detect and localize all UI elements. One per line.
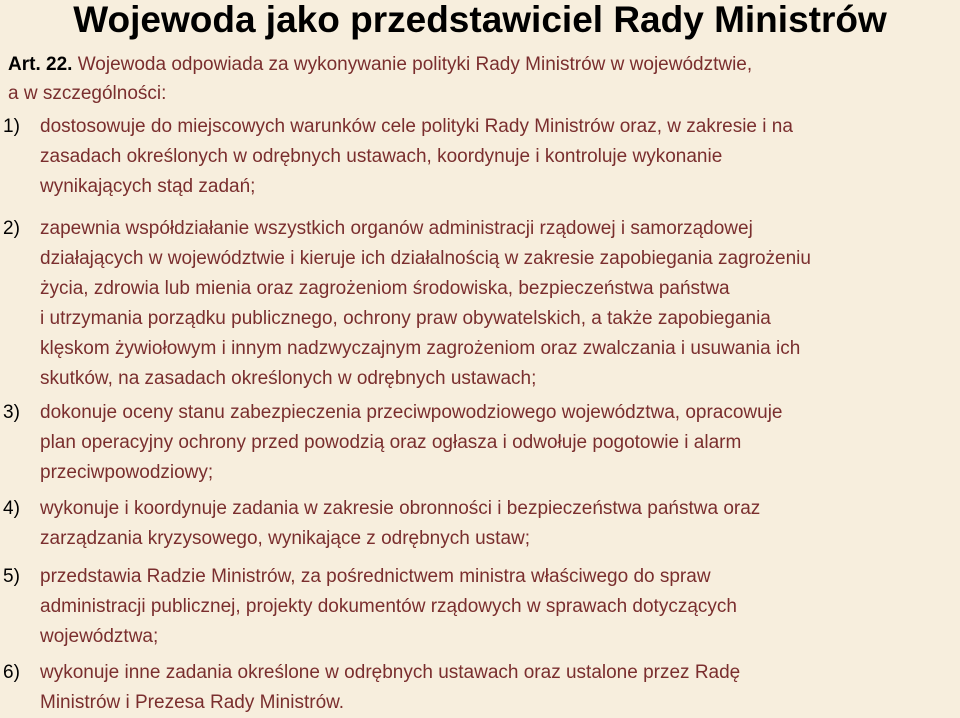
item-text	[40, 658, 955, 718]
item-number: 6)	[3, 662, 20, 683]
item-text	[40, 562, 955, 652]
item-line: dostosowuje do miejscowych warunków cele polityki Rady Ministrów oraz, w zakresie i na	[40, 116, 793, 137]
item-line: zapewnia współdziałanie wszystkich organów administracji rządowej i samorządowej	[40, 218, 753, 239]
article-label: Art. 22.	[8, 54, 73, 75]
item-line: wykonuje i koordynuje zadania w zakresie obronności i bezpieczeństwa państwa oraz	[40, 498, 761, 519]
item-line: życia, zdrowia lub mienia oraz zagrożeniom środowiska, bezpieczeństwa państwa	[40, 278, 730, 299]
item-text	[40, 398, 955, 488]
article-intro	[8, 50, 948, 108]
item-line: Ministrów i Prezesa Rady Ministrów.	[40, 692, 345, 713]
item-line: działających w województwie i kieruje ich działalnością w zakresie zapobiegania zagrożeniu	[40, 248, 811, 269]
item-line: zarządzania kryzysowego, wynikające z odrębnych ustaw;	[40, 528, 531, 549]
item-number: 1)	[3, 116, 20, 137]
item-number: 4)	[3, 498, 20, 519]
intro-text-1: Wojewoda odpowiada za wykonywanie polityki Rady Ministrów w województwie,	[72, 54, 753, 75]
item-line: zasadach określonych w odrębnych ustawach, koordynuje i kontroluje wykonanie	[40, 146, 723, 167]
item-line: przeciwpowodziowy;	[40, 462, 214, 483]
item-line: administracji publicznej, projekty dokumentów rządowych w sprawach dotyczących	[40, 596, 737, 617]
item-line: skutków, na zasadach określonych w odrębnych ustawach;	[40, 368, 537, 389]
item-number: 5)	[3, 566, 20, 587]
item-number: 2)	[3, 218, 20, 239]
item-text	[40, 214, 955, 394]
item-line: dokonuje oceny stanu zabezpieczenia przeciwpowodziowego województwa, opracowuje	[40, 402, 783, 423]
item-line: klęskom żywiołowym i innym nadzwyczajnym zagrożeniom oraz zwalczania i usuwania ich	[40, 338, 801, 359]
item-number: 3)	[3, 402, 20, 423]
item-text	[40, 112, 955, 202]
item-line: wynikających stąd zadań;	[40, 176, 256, 197]
intro-line-1	[8, 50, 948, 79]
item-line: i utrzymania porządku publicznego, ochrony praw obywatelskich, a także zapobiegania	[40, 308, 771, 329]
item-line: województwa;	[40, 626, 159, 647]
item-line: wykonuje inne zadania określone w odrębnych ustawach oraz ustalone przez Radę	[40, 662, 741, 683]
intro-text-2: a w szczególności:	[8, 83, 167, 104]
page-title: Wojewoda jako przedstawiciel Rady Ministrów	[73, 0, 887, 40]
item-text	[40, 494, 955, 554]
item-line: plan operacyjny ochrony przed powodzią oraz ogłasza i odwołuje pogotowie i alarm	[40, 432, 742, 453]
item-line: przedstawia Radzie Ministrów, za pośrednictwem ministra właściwego do spraw	[40, 566, 711, 587]
